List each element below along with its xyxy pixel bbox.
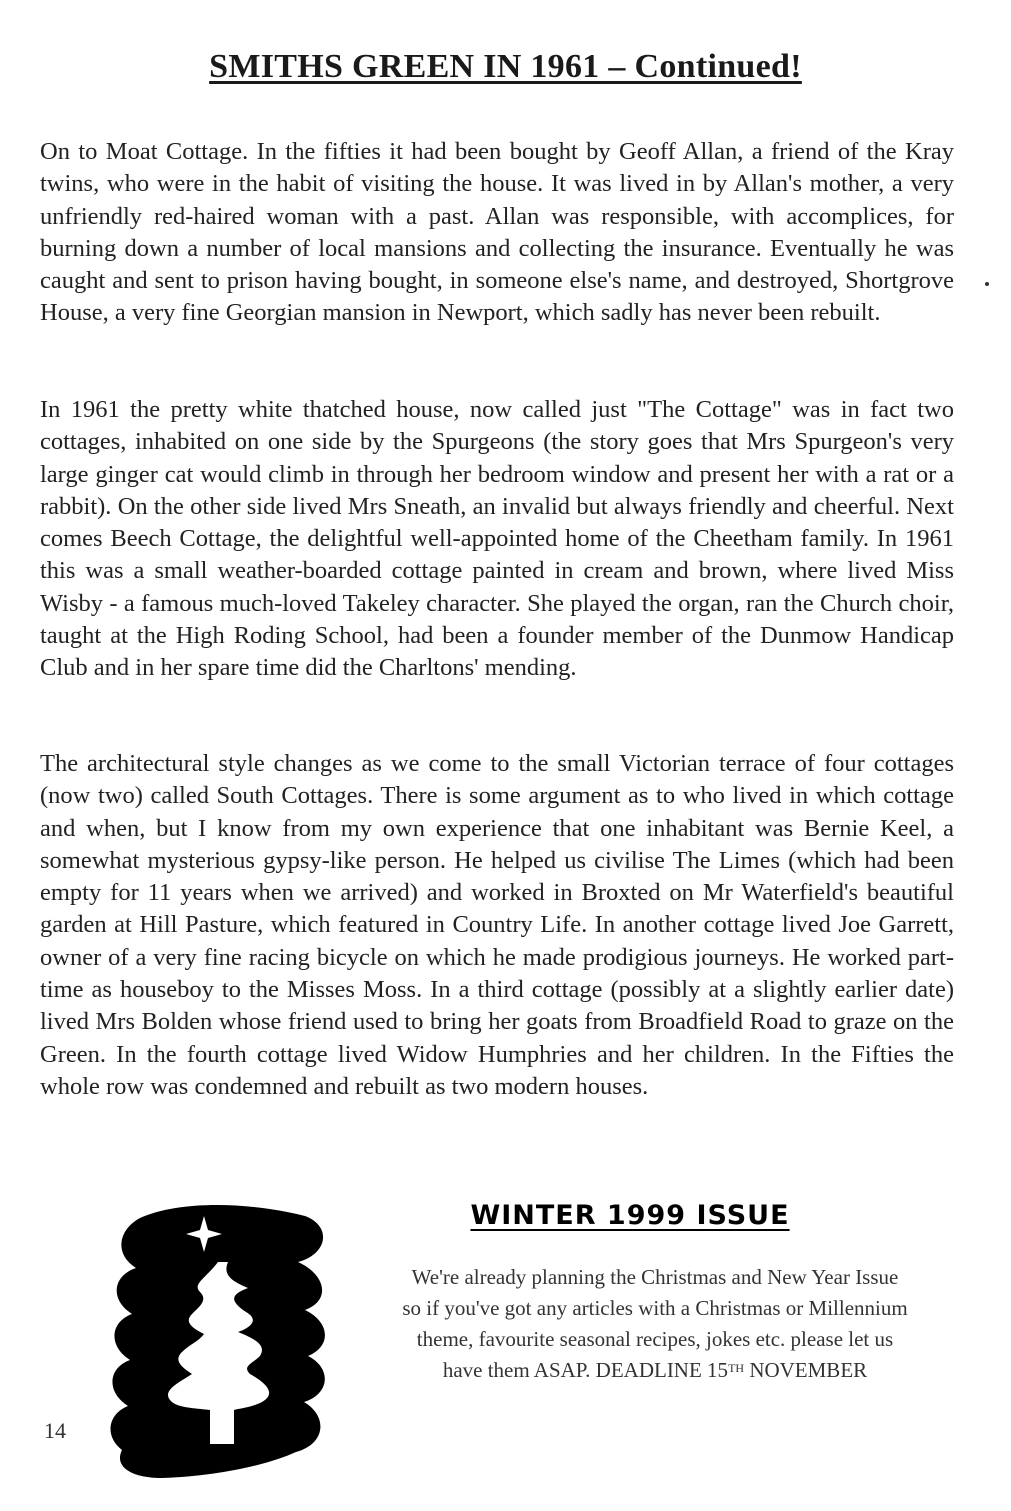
notice-line-4-ordinal: TH	[728, 1361, 745, 1375]
notice-heading: WINTER 1999 ISSUE	[470, 1200, 790, 1231]
notice-line-1: We're already planning the Christmas and New Year Issue	[411, 1265, 899, 1289]
page-number: 14	[44, 1418, 66, 1443]
article-paragraph-moat-cottage: On to Moat Cottage. In the fifties it had been bought by Geoff Allan, a friend of the Kray twins, who were in the habit of visiting the house. It was lived in by Allan's mother, a very unfriendly red-haired woman with a past. Allan was responsible, with accomplices, for burning down a number of local mansions and collecting the insurance. Eventually he was caught and sent to prison having bought, in someone else's name, and destroyed, Shortgrove House, a very fine Georgian mansion in Newport, which sadly has never been rebuilt.	[40, 138, 954, 327]
notice-line-3: theme, favourite seasonal recipes, jokes etc. please let us	[416, 1327, 894, 1351]
notice-line-4-start: have them ASAP. DEADLINE 15	[442, 1358, 729, 1382]
article-paragraph-south-cottages: The architectural style changes as we come to the small Victorian terrace of four cottages (now two) called South Cottages. There is some argument as to who lived in which cottage and when, but I know from my own experience that one inhabitant was Bernie Keel, a somewhat mysterious gypsy-like person. He helped us civilise The Limes (which had been empty for 11 years when we arrived) and worked in Broxted on Mr Waterfield's beautiful garden at Hill Pasture, which featured in Country Life. In another cottage lived Joe Garrett, owner of a very fine racing bicycle on which he made prodigious journeys. He worked part-time as houseboy to the Misses Moss. In a third cottage (possibly at a slightly earlier date) lived Mrs Bolden whose friend used to bring her goats from Broadfield Road to graze on the Green. In the fourth cottage lived Widow Humphries and her children. In the Fifties the whole row was condemned and rebuilt as two modern houses.	[40, 750, 954, 1100]
notice-line-4-end: NOVEMBER	[744, 1358, 868, 1382]
article-paragraph-the-cottage: In 1961 the pretty white thatched house, now called just "The Cottage" was in fact two cottages, inhabited on one side by the Spurgeons (the story goes that Mrs Spurgeon's very large ginger cat would climb in through her bedroom window and present her with a rat or a rabbit). On the other side lived Mrs Sneath, an invalid but always friendly and cheerful. Next comes Beech Cottage, the delightful well-appointed home of the Cheetham family. In 1961 this was a small weather-boarded cottage painted in cream and brown, where lived Miss Wisby - a famous much-loved Takeley character. She played the organ, ran the Church choir, taught at the High Roding School, had been a founder member of the Dunmow Handicap Club and in her spare time did the Charltons' mending.	[40, 396, 954, 682]
christmas-tree-icon	[100, 1196, 340, 1486]
notice-line-2: so if you've got any articles with a Christmas or Millennium	[402, 1296, 908, 1320]
margin-dot	[985, 282, 989, 286]
page-title: SMITHS GREEN IN 1961 – Continued!	[209, 48, 802, 85]
notice-body	[340, 1262, 970, 1386]
notice-line-4	[340, 1355, 970, 1386]
christmas-tree-svg	[100, 1196, 340, 1486]
